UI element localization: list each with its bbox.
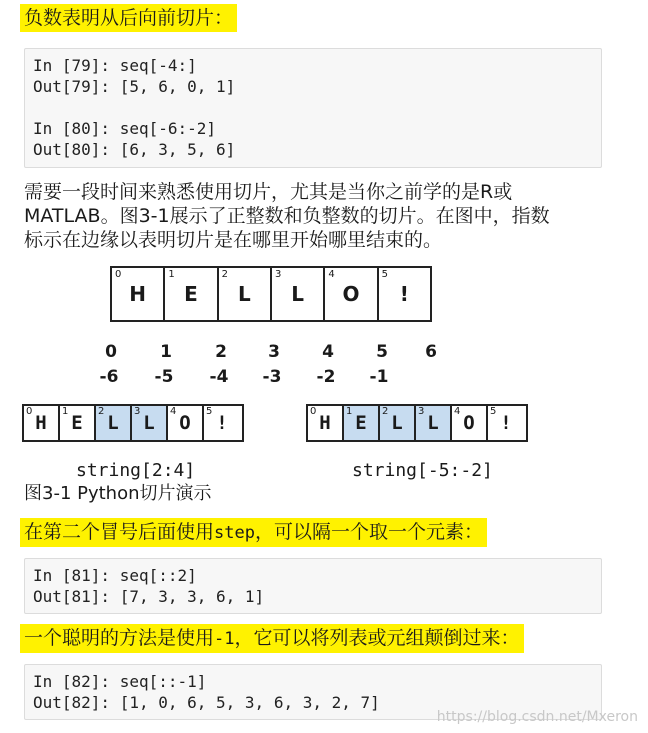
edge-index: 4: [328, 269, 335, 280]
letter: L: [427, 412, 439, 434]
selected-letter-cell: [344, 406, 380, 440]
inline-code: -1: [214, 629, 235, 649]
negative-index: -3: [262, 367, 282, 387]
paragraph-line: 标示在边缘以表明切片是在哪里开始哪里结束的。: [24, 229, 443, 251]
slice-diagram-negative: [306, 404, 528, 442]
letter: !: [399, 282, 409, 306]
letter-cell: [272, 268, 325, 320]
letter: E: [355, 412, 367, 434]
letter: L: [107, 412, 119, 434]
letter: L: [291, 282, 305, 306]
edge-index: 2: [98, 406, 105, 417]
code-line: Out[80]: [6, 3, 5, 6]: [33, 140, 236, 159]
heading-text: ，它可以将列表或元组颠倒过来：: [234, 627, 520, 649]
positive-index: 2: [215, 342, 227, 362]
letter-cell: [308, 406, 344, 440]
code-block-1: [24, 48, 602, 168]
edge-index: 3: [418, 406, 425, 417]
edge-index: 0: [310, 406, 317, 417]
left-slice-label: string[2:4]: [76, 460, 196, 481]
letter-cell: [488, 406, 524, 440]
watermark: https://blog.csdn.net/Mxeron: [436, 709, 638, 725]
negative-index: -4: [209, 367, 229, 387]
letter-cell: [452, 406, 488, 440]
code-line: Out[81]: [7, 3, 3, 6, 1]: [33, 587, 265, 606]
positive-index: 3: [268, 342, 280, 362]
selected-letter-cell: [380, 406, 416, 440]
letter-cell: [168, 406, 204, 440]
figure-caption: 图3-1 Python切片演示: [24, 483, 212, 504]
edge-index: 5: [206, 406, 213, 417]
heading-text: ，可以隔一个取一个元素：: [254, 521, 483, 543]
edge-index: 1: [62, 406, 69, 417]
heading-reverse-slicing: [20, 624, 524, 653]
letter-cell: [60, 406, 96, 440]
code-line: In [79]: seq[-4:]: [33, 56, 197, 75]
letter: O: [342, 282, 360, 306]
letter: H: [35, 412, 47, 434]
letter: L: [143, 412, 155, 434]
letter-cell: [379, 268, 430, 320]
edge-index: 5: [490, 406, 497, 417]
heading-text: 一个聪明的方法是使用: [24, 627, 215, 649]
positive-index: 0: [105, 342, 117, 362]
edge-index: 1: [346, 406, 353, 417]
paragraph-line: MATLAB。图3-1展示了正整数和负整数的切片。在图中，指数: [24, 205, 550, 227]
letter: O: [179, 412, 191, 434]
letter: L: [237, 282, 251, 306]
heading-step-slicing: [20, 518, 487, 547]
code-line: In [82]: seq[::-1]: [33, 672, 207, 691]
negative-index: -6: [99, 367, 119, 387]
letter: H: [129, 282, 147, 306]
code-line: Out[79]: [5, 6, 0, 1]: [33, 77, 236, 96]
edge-index: 4: [454, 406, 461, 417]
positive-index: 4: [322, 342, 334, 362]
code-line: Out[82]: [1, 0, 6, 5, 3, 6, 3, 2, 7]: [33, 693, 380, 712]
code-line: [33, 97, 593, 118]
letter: !: [216, 412, 228, 434]
slice-diagram-main: [110, 266, 432, 322]
edge-index: 5: [381, 269, 389, 280]
letter-cell: [112, 268, 165, 320]
positive-index: 5: [376, 342, 388, 362]
selected-letter-cell: [132, 406, 168, 440]
letter-cell: [24, 406, 60, 440]
letter-cell: [219, 268, 272, 320]
letter: E: [184, 282, 198, 306]
letter: O: [463, 412, 475, 434]
letter: H: [319, 412, 331, 434]
negative-index: -5: [154, 367, 174, 387]
letter-cell: [325, 268, 378, 320]
heading-text: 负数表明从后向前切片：: [24, 7, 234, 29]
edge-index: 4: [170, 406, 177, 417]
inline-code: step: [214, 523, 255, 543]
edge-index: 3: [274, 269, 282, 280]
edge-index: 3: [134, 406, 141, 417]
selected-letter-cell: [96, 406, 132, 440]
letter-cell: [204, 406, 240, 440]
letter: L: [391, 412, 403, 434]
right-slice-label: string[-5:-2]: [352, 460, 493, 481]
negative-index: -2: [316, 367, 336, 387]
edge-index: 0: [26, 406, 33, 417]
heading-text: 在第二个冒号后面使用: [24, 521, 215, 543]
edge-index: 2: [382, 406, 389, 417]
letter-cell: [165, 268, 218, 320]
selected-letter-cell: [416, 406, 452, 440]
edge-index: 2: [221, 269, 229, 280]
positive-index: 1: [160, 342, 172, 362]
edge-index: 1: [168, 269, 175, 280]
letter: !: [500, 412, 512, 434]
code-line: In [80]: seq[-6:-2]: [33, 119, 217, 138]
letter: E: [71, 412, 83, 434]
code-block-2: [24, 558, 602, 614]
positive-index: 6: [425, 342, 437, 362]
code-line: In [81]: seq[::2]: [33, 566, 197, 585]
heading-negative-slicing: [20, 4, 237, 32]
explanation-paragraph: [24, 180, 624, 252]
paragraph-line: 需要一段时间来熟悉使用切片，尤其是当你之前学的是R或: [24, 181, 513, 203]
slice-diagram-positive: [22, 404, 244, 442]
edge-index: 0: [115, 269, 122, 280]
negative-index: -1: [369, 367, 389, 387]
